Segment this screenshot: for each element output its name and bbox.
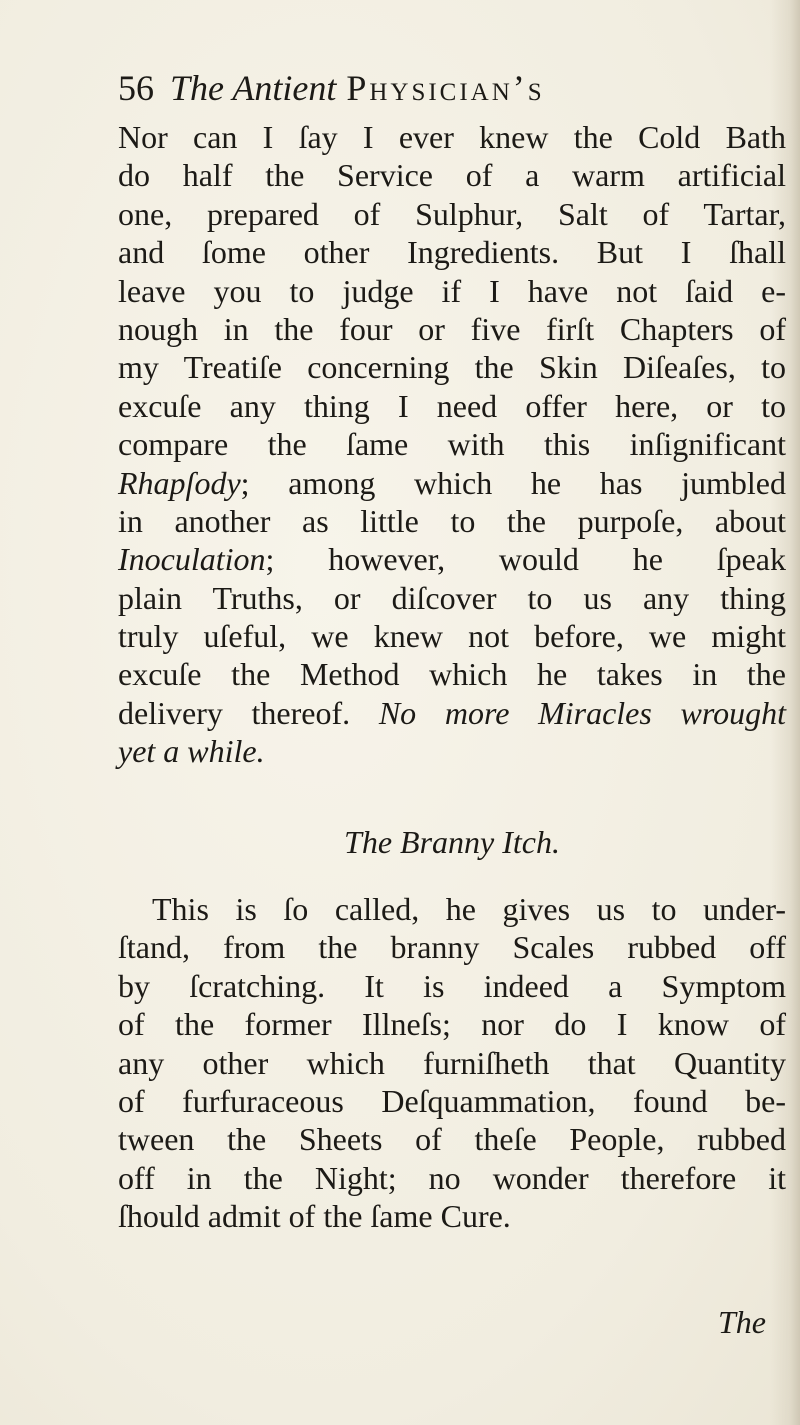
text-line: Nor can I ſay I ever knew the Cold Bath bbox=[118, 119, 786, 155]
text-line: any other which furniſheth that Quantity bbox=[118, 1044, 786, 1081]
text-line: ſhould admit of the ſame Cure. bbox=[118, 1198, 511, 1235]
text-span: ; however, would he ſpeak bbox=[265, 541, 786, 578]
catchword: The bbox=[718, 1304, 766, 1340]
text-line: ſtand, from the branny Scales rubbed off bbox=[118, 929, 786, 966]
text-line: nough in the four or five firſt Chapters of bbox=[118, 310, 786, 347]
running-header bbox=[118, 66, 545, 110]
text-span: delivery thereof. bbox=[118, 694, 379, 731]
italic-miracles: No more Miracles wrought bbox=[378, 694, 787, 731]
italic-yet-a-while: yet a while. bbox=[118, 733, 265, 770]
text-line: excuſe any thing I need offer here, or to bbox=[118, 387, 786, 424]
section-title: The Branny Itch. bbox=[344, 824, 560, 860]
text-line: by ſcratching. It is indeed a Symptom bbox=[118, 967, 786, 1004]
text-span: ; among which he has jumbled bbox=[240, 464, 786, 501]
text-line: and ſome other Ingredients. But I ſhall bbox=[118, 234, 786, 271]
text-line: tween the Sheets of theſe People, rubbed bbox=[118, 1121, 786, 1158]
text-line: compare the ſame with this inſignificant bbox=[118, 426, 786, 463]
text-line: off in the Night; no wonder therefore it bbox=[118, 1159, 786, 1196]
text-line: leave you to judge if I have not ſaid e- bbox=[118, 272, 786, 309]
text-line: one, prepared of Sulphur, Salt of Tartar, bbox=[118, 195, 786, 232]
text-line: plain Truths, or diſcover to us any thing bbox=[118, 579, 786, 616]
text-line bbox=[118, 540, 786, 578]
text-body bbox=[118, 118, 787, 1235]
italic-rhapsody: Rhapſody bbox=[118, 464, 241, 501]
text-line: in another as little to the purpoſe, about bbox=[118, 502, 786, 539]
text-line: do half the Service of a warm artificial bbox=[118, 157, 786, 194]
page-number: 56 bbox=[118, 68, 154, 108]
text-line: truly uſeful, we knew not before, we might bbox=[118, 618, 786, 655]
header-title-italic: The Antient bbox=[170, 68, 337, 108]
text-line: my Treatiſe concerning the Skin Diſeaſes, to bbox=[118, 349, 786, 386]
paragraph-2 bbox=[118, 890, 786, 1236]
text-line: of the former Illneſs; nor do I know of bbox=[118, 1006, 786, 1043]
text-line bbox=[118, 694, 786, 732]
text-line: excuſe the Method which he takes in the bbox=[118, 656, 786, 693]
header-title-caps: Physician’s bbox=[346, 68, 545, 108]
text-line bbox=[118, 732, 786, 770]
text-line: This is ſo called, he gives us to under- bbox=[152, 891, 786, 927]
text-line: of furfuraceous Deſquammation, found be- bbox=[118, 1082, 786, 1119]
paragraph-1 bbox=[118, 118, 786, 771]
italic-inoculation: Inoculation bbox=[118, 541, 266, 578]
text-line bbox=[118, 464, 786, 502]
